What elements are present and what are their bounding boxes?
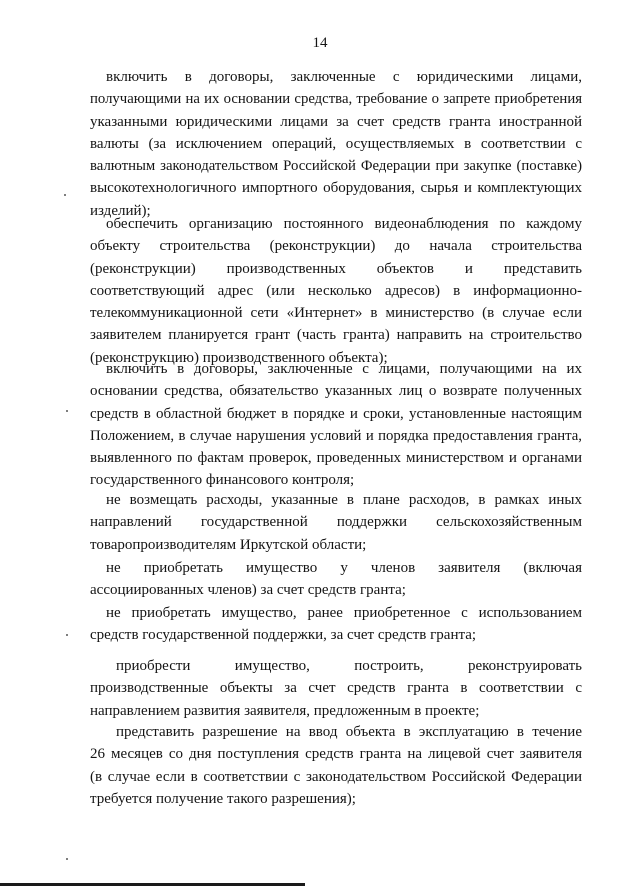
paragraph-line: изделий); — [90, 202, 151, 219]
paragraph-refund-obligation — [90, 358, 582, 492]
paragraph-no-reimbursement — [90, 489, 582, 556]
paragraph-line: обеспечить организацию постоянного видеонаблюдения по каждому — [106, 216, 582, 232]
paragraph-line: приобрести имущество, построить, реконструировать — [116, 658, 582, 674]
scan-speck — [66, 858, 68, 860]
paragraph-line: производственные объекты за счет средств гранта в соответствии с — [90, 680, 582, 697]
scan-speck — [66, 410, 68, 412]
paragraph-line: направлений государственной поддержки сельскохозяйственным — [90, 514, 582, 531]
paragraph-line: требуется получение такого разрешения); — [90, 790, 356, 807]
paragraph-line: (реконструкцию) производственного объекта); — [90, 349, 388, 366]
paragraph-acquire-build — [90, 655, 582, 722]
paragraph-line: ассоциированных членов) за счет средств гранта; — [90, 582, 406, 599]
paragraph-line: включить в договоры, заключенные с юридическими лицами, — [106, 69, 582, 85]
paragraph-line: не приобретать имущество у членов заявителя (включая — [106, 560, 582, 576]
paragraph-line: не возмещать расходы, указанные в плане расходов, в рамках иных — [106, 492, 582, 508]
paragraph-line: (реконструкции) производственных объектов и представить — [90, 260, 582, 277]
paragraph-line: представить разрешение на ввод объекта в эксплуатацию в течение — [116, 724, 582, 740]
paragraph-line: валютным законодательством Российской Федерации при закупке (поставке) — [90, 158, 582, 175]
paragraph-line: выявленного по фактам проверок, проведенных министерством и органами — [90, 450, 582, 467]
paragraph-line: заявителем планируется грант (часть гранта) направить на строительство — [90, 327, 582, 344]
paragraph-line: получающими на их основании средства, требование о запрете приобретения — [90, 91, 582, 108]
bottom-scan-edge — [0, 883, 305, 886]
paragraph-line: средств государственной поддержки, за счет средств гранта; — [90, 627, 477, 644]
paragraph-line: 26 месяцев со дня поступления средств гранта на лицевой счет заявителя — [90, 746, 582, 763]
paragraph-line: телекоммуникационной сети «Интернет» в министерство (в случае если — [90, 305, 582, 322]
paragraph-line: государственного финансового контроля; — [90, 472, 355, 489]
scan-speck — [66, 634, 68, 636]
paragraph-line: (в случае если в соответствии с законодательством Российской Федерации — [90, 768, 582, 785]
paragraph-line: валюты (за исключением операций, осуществляемых в соответствии с — [90, 135, 582, 152]
paragraph-line: средств в областной бюджет в порядке и сроки, установленные настоящим — [90, 405, 582, 422]
paragraph-line: направлением развития заявителя, предложенным в проекте; — [90, 702, 480, 719]
paragraph-foreign-currency — [90, 66, 582, 222]
paragraph-no-previously-acquired — [90, 602, 582, 647]
paragraph-video-surveillance — [90, 213, 582, 369]
paragraph-line: объекту строительства (реконструкции) до начала строительства — [90, 238, 582, 255]
paragraph-line: высокотехнологичного импортного оборудования, сырья и комплектующих — [90, 180, 582, 197]
paragraph-line: указанными юридическими лицами за счет средств гранта иностранной — [90, 113, 582, 130]
paragraph-line: включить в договоры, заключенные с лицами, получающими на их — [106, 361, 582, 377]
paragraph-line: товаропроизводителям Иркутской области; — [90, 536, 367, 553]
paragraph-line: не приобретать имущество, ранее приобретенное с использованием — [106, 605, 582, 621]
page-number: 14 — [312, 35, 328, 51]
paragraph-no-purchase-from-members — [90, 557, 582, 602]
paragraph-line: основании средства, обязательство указанных лиц о возврате полученных — [90, 383, 582, 400]
scan-speck — [64, 194, 66, 196]
paragraph-line: соответствующий адрес (или несколько адресов) в информационно- — [90, 282, 582, 299]
paragraph-line: Положением, в случае нарушения условий и порядка предоставления гранта, — [90, 427, 582, 444]
paragraph-commissioning-permit — [90, 721, 582, 810]
